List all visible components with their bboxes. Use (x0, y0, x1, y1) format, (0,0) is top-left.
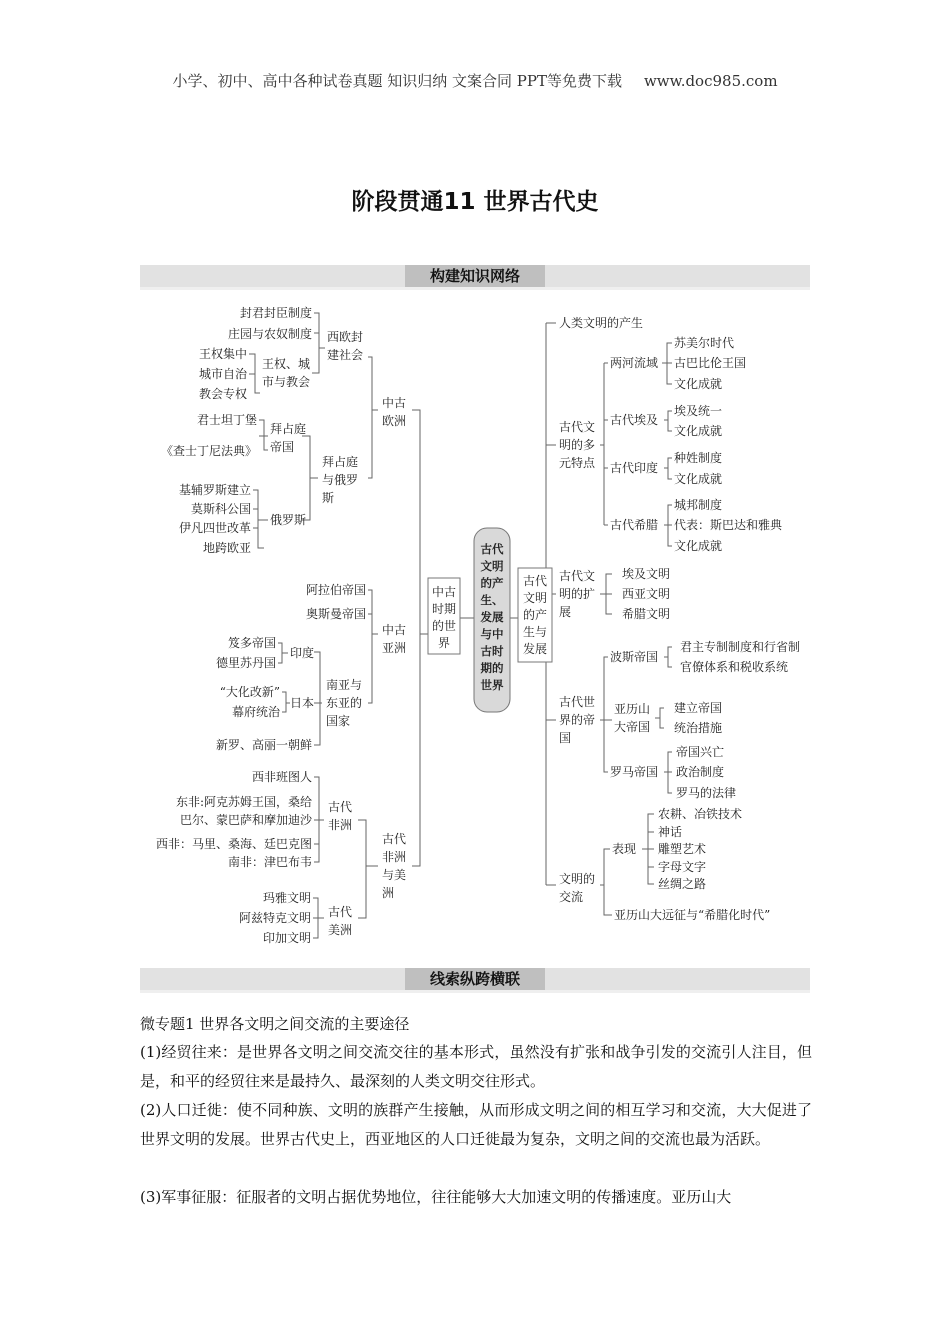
mindmap-node: 非洲 (328, 818, 353, 832)
right-hub-text (523, 573, 547, 656)
mindmap-leaf: 西非班图人 (251, 770, 312, 784)
mindmap-leaf: 南非：津巴布韦 (227, 855, 312, 869)
mindmap-node: 古代 (382, 832, 407, 846)
mindmap-leaf: 伊凡四世改革 (178, 521, 251, 535)
mindmap-node: 中古 (382, 396, 407, 410)
mindmap-node: 国家 (326, 714, 351, 728)
mindmap-leaf: 种姓制度 (674, 451, 723, 465)
mindmap-node: 文明的 (559, 872, 596, 886)
center-line: 生、 (480, 593, 504, 607)
mindmap-leaf: 《查士丁尼法典》 (160, 444, 257, 458)
center-line: 期的 (480, 661, 504, 675)
mindmap-leaf: 文化成就 (674, 377, 723, 391)
mindmap-node: 亚洲 (382, 641, 407, 655)
afam-items (156, 769, 313, 945)
mindmap-leaf: 王权集中 (198, 347, 247, 361)
mindmap-node: 表现 (612, 842, 637, 856)
mindmap-node: 交流 (559, 890, 584, 904)
mindmap-node: 大帝国 (614, 720, 651, 734)
center-line: 与中 (480, 627, 504, 641)
mindmap-leaf: 亚历山大远征与“希腊化时代” (614, 908, 771, 922)
mindmap-node: 东亚的 (326, 696, 363, 710)
right-hub-line: 文明 (522, 591, 548, 605)
center-node-text (480, 542, 504, 692)
left-hub-line: 时期 (431, 602, 457, 616)
mindmap-node: 明的多 (559, 438, 596, 452)
mindmap-node: 与俄罗 (322, 473, 359, 487)
mindmap-node: 元特点 (559, 456, 596, 470)
mindmap-node: 人类文明的产生 (559, 316, 644, 330)
mindmap-leaf: 建立帝国 (674, 701, 723, 715)
mindmap-node: 西欧封 (327, 330, 364, 344)
mindmap-node: 拜占庭 (322, 455, 359, 469)
mindmap-leaf: “大化改新” (219, 685, 280, 699)
mindmap-leaf: 政治制度 (676, 765, 725, 779)
left-hub-line: 中古 (431, 585, 457, 599)
mindmap-leaf: 阿拉伯帝国 (305, 583, 366, 597)
mindmap-leaf: 阿兹特克文明 (238, 911, 311, 925)
mindmap-node: 展 (559, 605, 572, 619)
mindmap-leaf: 幕府统治 (231, 705, 280, 719)
mindmap-node: 明的扩 (559, 587, 596, 601)
mindmap-leaf: 教会专权 (198, 387, 247, 401)
mindmap-leaf: 丝绸之路 (658, 877, 707, 891)
topic-heading: 微专题1 世界各文明之间交流的主要途径 (140, 1015, 410, 1033)
mindmap-leaf: 西非：马里、桑海、廷巴克图 (155, 837, 312, 851)
mindmap-node: 帝国 (270, 440, 295, 454)
mindmap-leaf: 城市自治 (198, 367, 247, 381)
mindmap-node: 与美 (382, 868, 407, 882)
mindmap-leaf: 西亚文明 (622, 587, 671, 601)
mindmap-leaf: 笈多帝国 (227, 636, 276, 650)
mindmap-leaf: 封君封臣制度 (239, 306, 312, 320)
mindmap-node: 中古 (382, 623, 407, 637)
header-url[interactable]: www.doc985.com (643, 72, 778, 90)
europe-nodes (262, 329, 406, 527)
center-line: 古时 (480, 644, 504, 658)
mindmap-node: 古代世 (559, 695, 596, 709)
mindmap-leaf: 地跨欧亚 (202, 541, 251, 555)
mindmap-node: 古代 (328, 800, 353, 814)
center-line: 古代 (480, 542, 504, 556)
mindmap-node: 古代希腊 (610, 518, 659, 532)
mindmap-leaf: 君士坦丁堡 (196, 413, 257, 427)
right-hub-line: 发展 (522, 642, 548, 656)
afam-nodes (328, 799, 406, 937)
paragraph-2: (2)人口迁徙：使不同种族、文明的族群产生接触，从而形成文明之间的相互学习和交流，大大促进了世界文明的发展。世界古代史上，西亚地区的人口迁徙最为复杂，文明之间的交流也最为活跃。 (140, 1101, 812, 1148)
mindmap-leaf: 统治措施 (674, 721, 723, 735)
mindmap-leaf: 城邦制度 (674, 498, 723, 512)
mindmap-node: 罗马帝国 (610, 765, 659, 779)
mindmap-leaf: 莫斯科公国 (190, 502, 251, 516)
mindmap-leaf: 帝国兴亡 (676, 745, 725, 759)
mindmap-leaf: 东非:阿克苏姆王国，桑给 (175, 795, 312, 809)
mindmap-leaf: 新罗、高丽一朝鲜 (215, 738, 312, 752)
mindmap-leaf: 德里苏丹国 (215, 656, 276, 670)
mindmap-leaf: 文化成就 (674, 539, 723, 553)
mindmap-node: 欧洲 (382, 414, 407, 428)
mindmap-leaf: 字母文字 (658, 860, 707, 874)
mindmap-leaf: 古巴比伦王国 (674, 356, 747, 370)
mindmap-node: 俄罗斯 (270, 513, 307, 527)
mindmap-leaf: 玛雅文明 (262, 891, 311, 905)
mindmap-leaf: 苏美尔时代 (674, 336, 735, 350)
mindmap-leaf: 埃及统一 (674, 404, 723, 418)
mindmap-leaf: 文化成就 (674, 472, 723, 486)
paragraph-3: (3)军事征服：征服者的文明占据优势地位，往往能够大大加速文明的传播速度。亚历山大 (140, 1188, 732, 1206)
mindmap-node: 两河流域 (610, 356, 659, 370)
mindmap-node: 建社会 (327, 348, 364, 362)
mindmap-node: 古代文 (559, 569, 596, 583)
page-title: 阶段贯通11 世界古代史 (351, 189, 599, 215)
mindmap-node: 印度 (290, 646, 315, 660)
mindmap-node: 国 (559, 731, 572, 745)
left-hub-line: 界 (437, 636, 451, 650)
mindmap-node: 非洲 (382, 850, 407, 864)
mindmap-leaf: 希腊文明 (622, 607, 671, 621)
center-line: 的产 (480, 576, 504, 590)
center-line: 发展 (480, 610, 504, 624)
mindmap-leaf: 雕塑艺术 (658, 842, 707, 856)
mindmap-leaf: 埃及文明 (622, 567, 671, 581)
right-hub-line: 古代 (522, 574, 548, 588)
mindmap-node: 古代印度 (610, 461, 659, 475)
mindmap-leaf: 巴尔、蒙巴萨和摩加迪沙 (179, 813, 312, 827)
mindmap-node: 洲 (382, 886, 395, 900)
mindmap-node: 古代文 (559, 420, 596, 434)
asia-nodes (290, 622, 406, 728)
mindmap-leaf: 印加文明 (262, 931, 311, 945)
mindmap-leaf: 农耕、冶铁技术 (658, 807, 743, 821)
mindmap-leaf: 罗马的法律 (676, 786, 737, 800)
mindmap-leaf: 官僚体系和税收系统 (680, 660, 789, 674)
mindmap-leaf: 神话 (658, 825, 683, 839)
mindmap-node: 南亚与 (326, 678, 363, 692)
right-hub-line: 生与 (522, 625, 548, 639)
center-line: 文明 (480, 559, 504, 573)
mindmap-node: 王权、城 (262, 357, 311, 371)
section-label-clues: 线索纵跨横联 (405, 968, 545, 990)
mindmap-node: 斯 (322, 491, 335, 505)
right-hub-line: 的产 (522, 608, 548, 622)
mindmap-leaf: 代表：斯巴达和雅典 (674, 518, 783, 532)
mindmap-leaf: 庄园与农奴制度 (227, 327, 312, 341)
mindmap-leaf: 奥斯曼帝国 (305, 607, 366, 621)
header-text: 小学、初中、高中各种试卷真题 知识归纳 文案合同 PPT等免费下载 (172, 72, 622, 90)
center-line: 世界 (480, 678, 504, 692)
mindmap-node: 界的帝 (559, 713, 596, 727)
mindmap-node: 古代 (328, 905, 353, 919)
mindmap-node: 拜占庭 (270, 422, 307, 436)
left-hub-line: 的世 (431, 619, 457, 633)
mindmap-node: 波斯帝国 (610, 650, 659, 664)
section-label-network: 构建知识网络 (405, 265, 545, 287)
mindmap-node: 日本 (290, 696, 315, 710)
mindmap-leaf: 基辅罗斯建立 (178, 483, 251, 497)
mindmap-node: 美洲 (328, 923, 353, 937)
paragraph-1: (1)经贸往来：是世界各文明之间交流交往的基本形式，虽然没有扩张和战争引发的交流引人注目，但是，和平的经贸往来是最持久、最深刻的人类文明交往形式。 (140, 1043, 812, 1090)
mindmap-leaf: 君主专制制度和行省制 (680, 640, 801, 654)
mindmap-node: 亚历山 (614, 702, 651, 716)
mindmap-node: 市与教会 (262, 375, 311, 389)
mindmap-node: 古代埃及 (610, 413, 659, 427)
mindmap-leaf: 文化成就 (674, 424, 723, 438)
